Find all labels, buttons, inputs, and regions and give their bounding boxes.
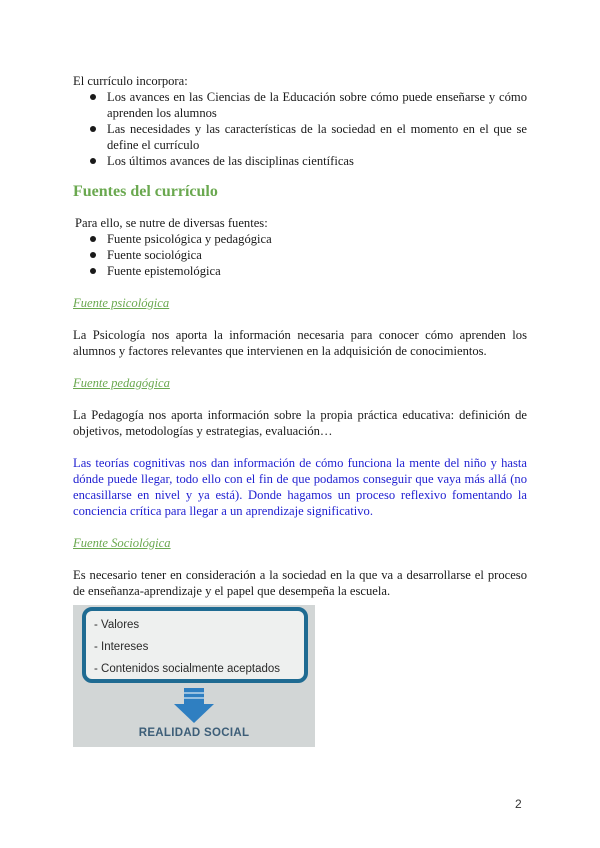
- bullet-icon: [90, 252, 96, 258]
- list-item: Los últimos avances de las disciplinas científicas: [73, 153, 527, 169]
- heading-fuente-psicologica: Fuente psicológica: [73, 296, 170, 310]
- fuentes-list: [73, 231, 527, 279]
- list-item: Fuente sociológica: [73, 247, 527, 263]
- figure-item: - Contenidos socialmente aceptados: [94, 663, 281, 675]
- list-item: Fuente psicológica y pedagógica: [73, 231, 527, 247]
- list-item: Fuente epistemológica: [73, 263, 527, 279]
- document-page: [73, 73, 527, 739]
- bullet-icon: [90, 236, 96, 242]
- psicologica-text: La Psicología nos aporta la información necesaria para conocer cómo aprenden los alumnos y factores relevantes que intervienen en la adquisición de conocimientos.: [73, 328, 527, 358]
- bullet-icon: [90, 268, 96, 274]
- bullet-icon: [90, 94, 96, 100]
- list-item: Las necesidades y las características de la sociedad en el momento en el que se define el currículo: [73, 121, 527, 153]
- fuentes-lead: Para ello, se nutre de diversas fuentes:: [75, 216, 268, 230]
- bullet-icon: [90, 126, 96, 132]
- intro-lead: El currículo incorpora:: [73, 74, 188, 88]
- pedagogica-note: Las teorías cognitivas nos dan información de cómo funciona la mente del niño y hasta dónde puede llegar, todo ello con el fin de que podamos conseguir que vaya más allá (no encasillarse en nivel y ya está). Donde hagamos un proceso reflexivo fomentando la conciencia crítica para llegar a un aprendizaje significativo.: [73, 456, 527, 518]
- figure-item: - Valores: [94, 619, 140, 631]
- section-heading-fuentes: Fuentes del currículo: [73, 183, 218, 200]
- down-arrow-icon: [173, 688, 215, 724]
- heading-fuente-sociologica: Fuente Sociológica: [73, 536, 171, 550]
- list-item: Los avances en las Ciencias de la Educación sobre cómo puede enseñarse y cómo aprenden los alumnos: [73, 89, 527, 121]
- figure-label: REALIDAD SOCIAL: [138, 727, 250, 739]
- page-number: 2: [515, 797, 522, 811]
- bullet-icon: [90, 158, 96, 164]
- heading-fuente-pedagogica: Fuente pedagógica: [73, 376, 170, 390]
- intro-list: [73, 89, 527, 169]
- figure-item: - Intereses: [94, 641, 149, 653]
- pedagogica-text: La Pedagogía nos aporta información sobre la propia práctica educativa: definición de objetivos, metodologías y estrategias, evaluación…: [73, 408, 527, 438]
- values-panel: [82, 607, 308, 683]
- realidad-social-image: [73, 605, 315, 747]
- sociologica-text: Es necesario tener en consideración a la sociedad en la que va a desarrollarse el proceso de enseñanza-aprendizaje y el papel que desempeña la escuela.: [73, 568, 527, 598]
